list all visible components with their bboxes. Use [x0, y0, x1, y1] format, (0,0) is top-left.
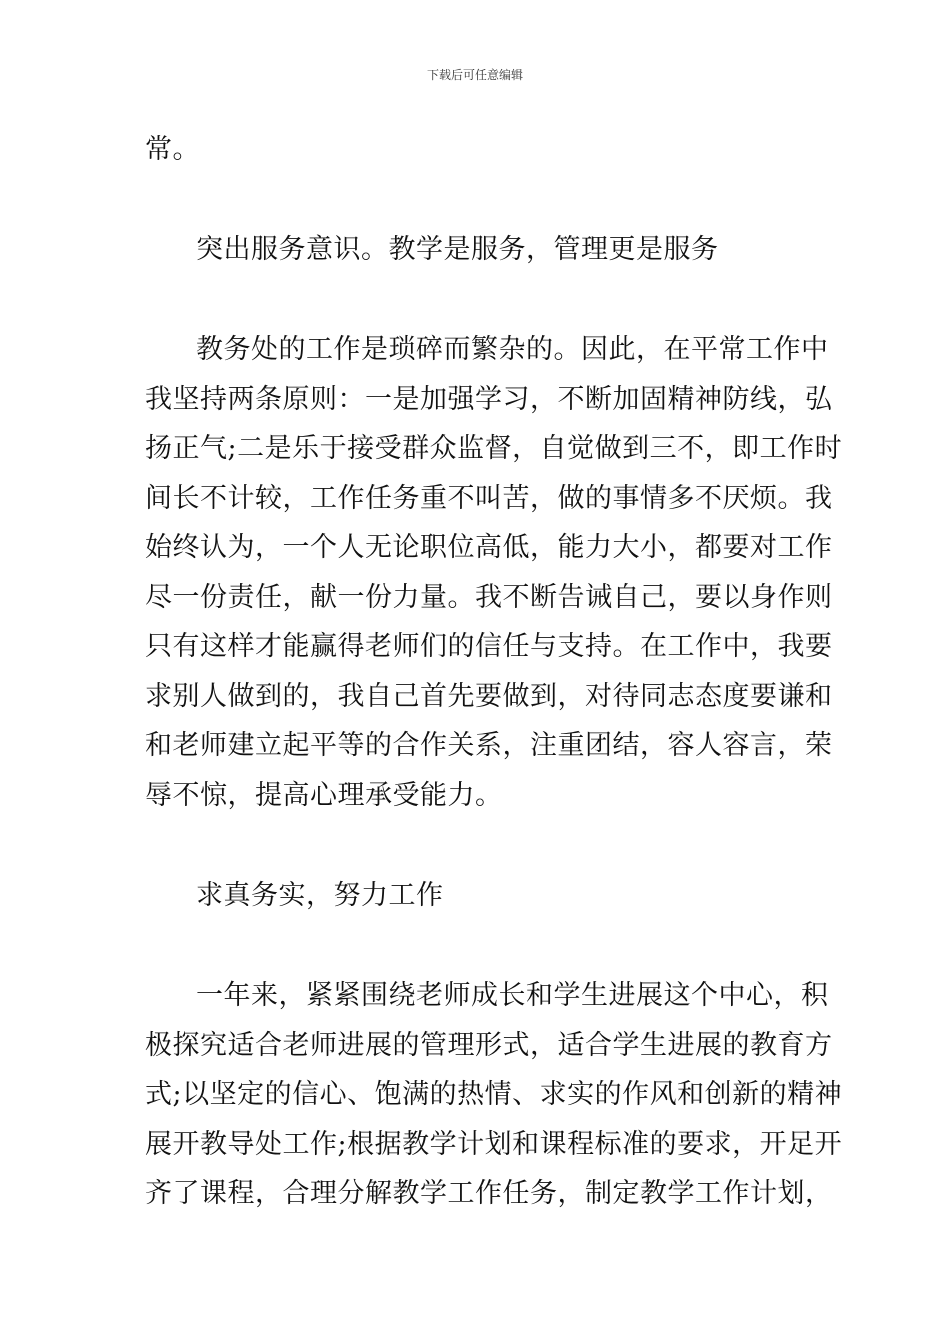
section-heading: 突出服务意识。教学是服务，管理更是服务 [196, 234, 719, 265]
text-line: 我坚持两条原则：一是加强学习，不断加固精神防线，弘 [145, 384, 833, 415]
header-note: 下载后可任意编辑 [426, 68, 523, 82]
text-line: 求别人做到的，我自己首先要做到，对待同志态度要谦和 [145, 681, 833, 712]
text-line: 扬正气;二是乐于接受群众监督，自觉做到三不，即工作时 [145, 433, 843, 464]
text-line: 辱不惊，提高心理承受能力。 [145, 780, 503, 811]
text-line: 尽一份责任，献一份力量。我不断告诫自己，要以身作则 [145, 582, 833, 613]
text-line: 教务处的工作是琐碎而繁杂的。因此，在平常工作中 [196, 334, 829, 365]
text-line: 和老师建立起平等的合作关系，注重团结，容人容言，荣 [145, 730, 833, 761]
text-line: 极探究适合老师进展的管理形式，适合学生进展的教育方 [145, 1030, 833, 1061]
text-line: 一年来，紧紧围绕老师成长和学生进展这个中心，积 [196, 980, 829, 1011]
text-line: 常。 [145, 134, 200, 165]
text-line: 间长不计较，工作任务重不叫苦，做的事情多不厌烦。我 [145, 483, 833, 514]
text-line: 只有这样才能赢得老师们的信任与支持。在工作中，我要 [145, 631, 833, 662]
text-line: 始终认为，一个人无论职位高低，能力大小，都要对工作 [145, 532, 833, 563]
text-line: 齐了课程，合理分解教学工作任务，制定教学工作计划， [145, 1178, 833, 1209]
text-line: 式;以坚定的信心、饱满的热情、求实的作风和创新的精神 [145, 1079, 843, 1110]
section-heading: 求真务实，努力工作 [196, 880, 444, 911]
text-line: 展开教导处工作;根据教学计划和课程标准的要求，开足开 [145, 1129, 843, 1160]
